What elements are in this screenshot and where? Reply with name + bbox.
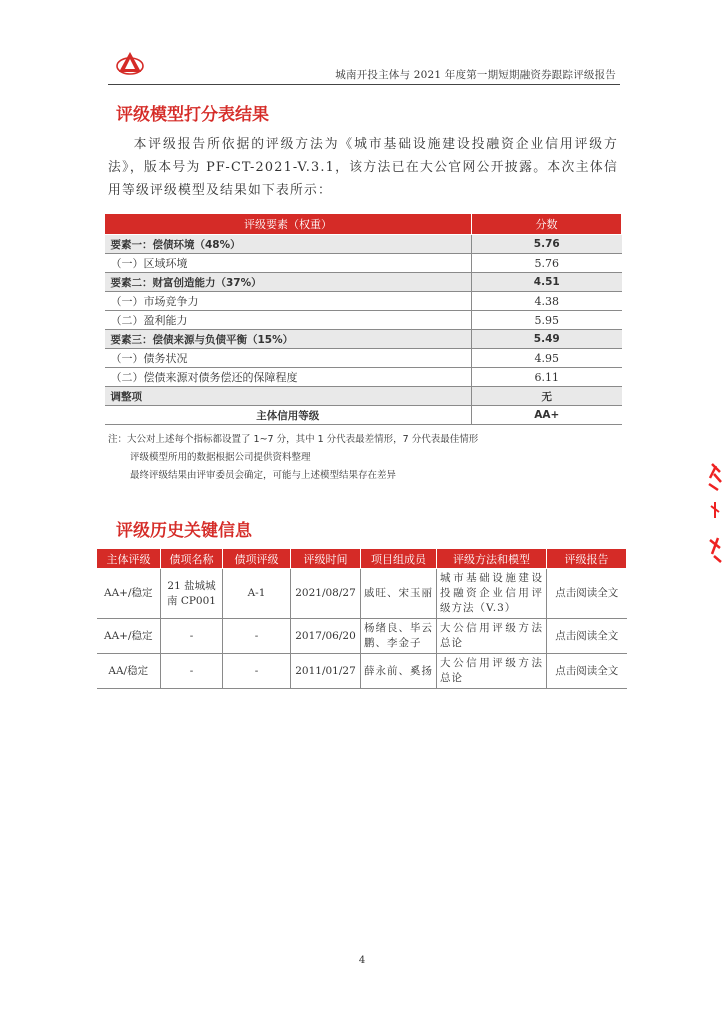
score-row [105,311,622,330]
score-value: 5.95 [472,311,622,330]
score-row [105,235,622,254]
history-table [96,548,627,689]
score-header-factor: 评级要素（权重） [105,214,472,235]
score-value: 4.51 [472,273,622,292]
score-row [105,349,622,368]
header-title: 城南开投主体与 2021 年度第一期短期融资券跟踪评级报告 [335,69,616,81]
score-factor-label: （一）区域环境 [105,254,472,273]
history-cell: AA+/稳定 [97,569,161,619]
score-factor-label: 要素三：偿债来源与负债平衡（15%） [105,330,472,349]
score-value: 4.38 [472,292,622,311]
history-header-cell: 项目组成员 [361,549,437,569]
score-value: 5.76 [472,235,622,254]
history-cell: 大公信用评级方法总论 [437,654,547,689]
score-value: 6.11 [472,368,622,387]
history-cell: AA/稳定 [97,654,161,689]
score-row [105,292,622,311]
company-logo-icon [116,50,144,76]
score-factor-label: （二）盈利能力 [105,311,472,330]
score-factor-label: 调整项 [105,387,472,406]
history-row [97,569,627,619]
score-value: 5.49 [472,330,622,349]
score-row [105,330,622,349]
score-header-score: 分数 [472,214,622,235]
history-header-cell: 评级方法和模型 [437,549,547,569]
history-header-cell: 主体评级 [97,549,161,569]
score-row [105,368,622,387]
red-seal-stamp-icon [706,462,724,570]
score-factor-label: 要素二：财富创造能力（37%） [105,273,472,292]
score-factor-label: （一）市场竞争力 [105,292,472,311]
history-cell: 大公信用评级方法总论 [437,619,547,654]
header-divider [108,84,620,85]
note-line: 注：大公对上述每个指标都设置了 1~7 分，其中 1 分代表最差情形，7 分代表最佳情形 [108,434,479,445]
notes [108,431,478,485]
history-cell: 2011/01/27 [291,654,361,689]
score-factor-label: 要素一：偿债环境（48%） [105,235,472,254]
score-value: 无 [472,387,622,406]
history-row [97,654,627,689]
history-cell: 21 盐城城南 CP001 [161,569,223,619]
history-cell: - [223,619,291,654]
history-header-cell: 评级报告 [547,549,627,569]
history-row [97,619,627,654]
history-cell: 2021/08/27 [291,569,361,619]
note-line: 最终评级结果由评审委员会确定，可能与上述模型结果存在差异 [130,470,397,481]
final-rating-value: AA+ [472,406,622,425]
history-cell: AA+/稳定 [97,619,161,654]
section-title-history: 评级历史关键信息 [116,521,252,541]
history-cell: 戚旺、宋玉丽 [361,569,437,619]
history-cell: - [223,654,291,689]
score-value: 4.95 [472,349,622,368]
history-cell: 薛永前、奚扬 [361,654,437,689]
history-cell: 杨绪良、毕云鹏、李金子 [361,619,437,654]
intro-paragraph: 本评级报告所依据的评级方法为《城市基础设施建设投融资企业信用评级方法》，版本号为 PF-CT-2021-V.3.1，该方法已在大公官网公开披露。本次主体信用等级评级模型及结果如下表所示： [108,137,618,198]
score-row [105,254,622,273]
score-factor-label: （一）债务状况 [105,349,472,368]
score-factor-label: （二）偿债来源对债务偿还的保障程度 [105,368,472,387]
note-line: 评级模型所用的数据根据公司提供资料整理 [130,452,311,463]
history-header-cell: 债项评级 [223,549,291,569]
history-cell: A-1 [223,569,291,619]
page-number: 4 [358,955,366,966]
read-report-link[interactable]: 点击阅读全文 [547,569,627,619]
read-report-link[interactable]: 点击阅读全文 [547,654,627,689]
score-value: 5.76 [472,254,622,273]
score-row-final [105,406,622,425]
history-cell: 2017/06/20 [291,619,361,654]
history-header-cell: 债项名称 [161,549,223,569]
history-cell: - [161,619,223,654]
read-report-link[interactable]: 点击阅读全文 [547,619,627,654]
score-row [105,387,622,406]
history-header-cell: 评级时间 [291,549,361,569]
score-row [105,273,622,292]
final-rating-label: 主体信用等级 [105,406,472,425]
section-title-model: 评级模型打分表结果 [116,105,269,125]
history-cell: 城市基础设施建设投融资企业信用评级方法（V.3） [437,569,547,619]
history-cell: - [161,654,223,689]
score-table [104,213,622,425]
